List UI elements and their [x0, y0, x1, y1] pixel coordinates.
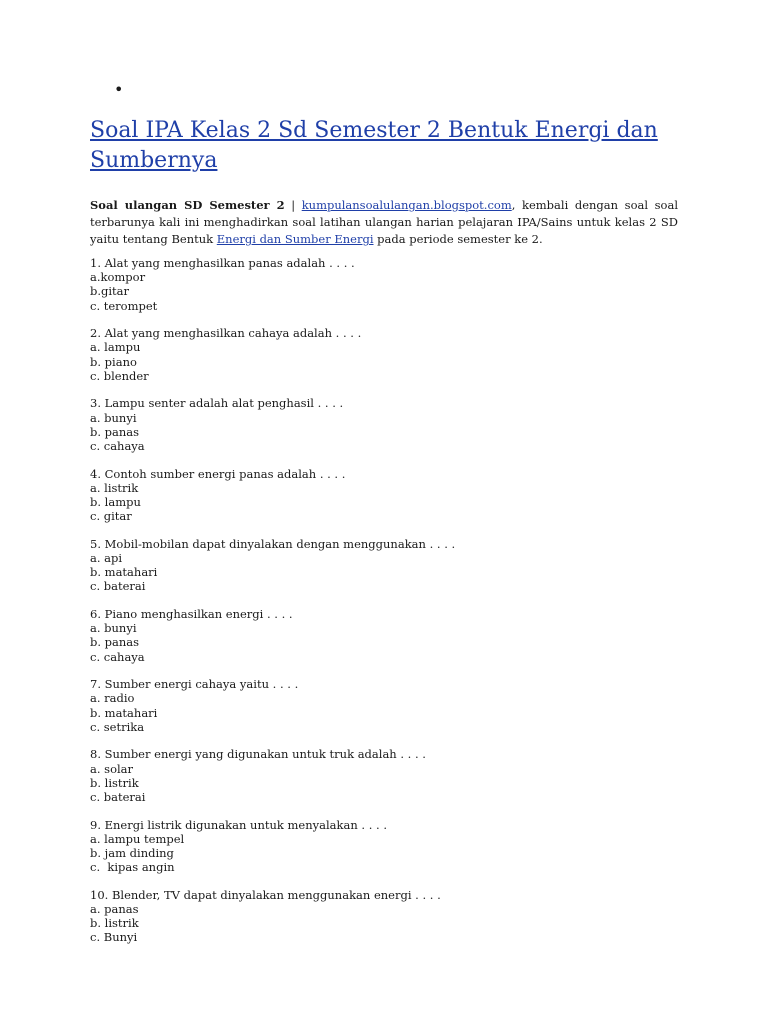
answer-option: b. piano [90, 354, 137, 369]
answer-option: c. baterai [90, 579, 146, 594]
topic-link[interactable]: Energi dan Sumber Energi [216, 232, 374, 246]
intro-bold-lead: Soal ulangan SD Semester 2 [90, 198, 285, 212]
question-item [90, 818, 678, 888]
answer-option: b. listrik [90, 775, 139, 790]
answer-option: c. cahaya [90, 649, 145, 664]
answer-option: b. listrik [90, 916, 139, 931]
answer-option: c. terompet [90, 298, 158, 313]
answer-option: b.gitar [90, 284, 130, 299]
question-text: 2. Alat yang menghasilkan cahaya adalah . . . . [90, 326, 362, 341]
question-text: 1. Alat yang menghasilkan panas adalah . . . . [90, 256, 355, 270]
answer-option: a. bunyi [90, 621, 137, 636]
answer-option: c. blender [90, 368, 149, 383]
answer-option: a. lampu tempel [90, 831, 185, 846]
answer-option: b. panas [90, 424, 140, 439]
answer-option: b. matahari [90, 705, 158, 720]
question-text: 5. Mobil-mobilan dapat dinyalakan dengan menggunakan . . . . [90, 536, 456, 551]
question-text: 3. Lampu senter adalah alat penghasil . . . . [90, 396, 344, 411]
question-item [90, 677, 678, 747]
question-text: 6. Piano menghasilkan energi . . . . [90, 606, 293, 621]
question-text: 10. Blender, TV dapat dinyalakan menggunakan energi . . . . [90, 887, 441, 902]
answer-option: c. setrika [90, 719, 145, 734]
question-item [90, 326, 678, 396]
answer-option: a. bunyi [90, 410, 137, 425]
answer-option: a. radio [90, 691, 135, 706]
answer-option: c. cahaya [90, 438, 145, 453]
intro-text-1: , kembali dengan soal soal terbarunya kali ini menghadirkan soal latihan ulangan harian pelajaran IPA/Sains untuk kelas 2 SD yaitu tentang Bentuk [90, 198, 679, 246]
answer-option: b. panas [90, 635, 140, 650]
question-list [90, 256, 678, 958]
answer-option: a. listrik [90, 480, 139, 495]
intro-text-2: pada periode semester ke 2. [373, 232, 543, 246]
question-item [90, 396, 678, 466]
answer-option: c. gitar [90, 509, 132, 524]
list-bullet: • [114, 80, 124, 99]
site-link[interactable]: kumpulansoalulangan.blogspot.com [301, 198, 512, 212]
question-item [90, 607, 678, 677]
question-text: 8. Sumber energi yang digunakan untuk truk adalah . . . . [90, 747, 426, 762]
question-text: 7. Sumber energi cahaya yaitu . . . . [90, 677, 299, 692]
answer-option: a. panas [90, 901, 139, 916]
answer-option: b. matahari [90, 565, 158, 580]
question-text: 4. Contoh sumber energi panas adalah . . . . [90, 466, 346, 481]
answer-option: a.kompor [90, 270, 146, 285]
page-title[interactable]: Soal IPA Kelas 2 Sd Semester 2 Bentuk Energi dan Sumbernya [90, 118, 658, 173]
answer-option: c. baterai [90, 789, 146, 804]
answer-option: b. lampu [90, 494, 141, 509]
question-item [90, 888, 678, 958]
answer-option: c. Bunyi [90, 930, 138, 945]
question-text: 9. Energi listrik digunakan untuk menyalakan . . . . [90, 817, 388, 832]
answer-option: a. lampu [90, 340, 141, 355]
intro-paragraph [90, 197, 678, 248]
answer-option: b. jam dinding [90, 845, 174, 860]
answer-option: a. api [90, 550, 123, 565]
answer-option: c. kipas angin [90, 860, 175, 875]
question-item [90, 467, 678, 537]
answer-option: a. solar [90, 761, 134, 776]
question-item [90, 537, 678, 607]
question-item [90, 256, 678, 326]
intro-separator: | [284, 198, 302, 212]
question-item [90, 747, 678, 817]
